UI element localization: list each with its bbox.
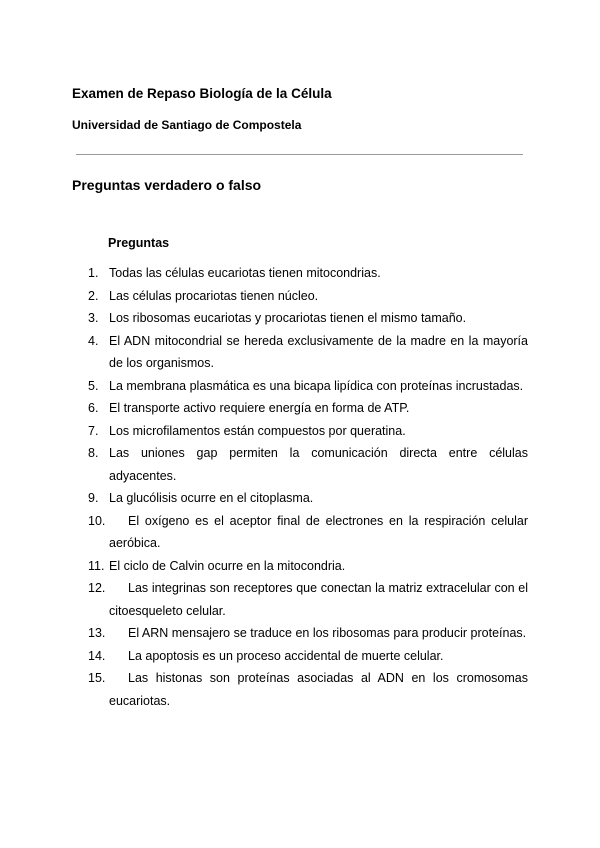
question-number: 15. <box>88 671 106 685</box>
question-item <box>0 330 600 375</box>
question-item <box>0 375 600 398</box>
questions-list <box>0 262 600 712</box>
question-item <box>0 622 600 645</box>
horizontal-divider <box>76 154 523 155</box>
question-text: Las histonas son proteínas asociadas al ADN en los cromosomas eucariotas. <box>109 671 528 708</box>
question-item <box>0 510 600 555</box>
question-text: Las integrinas son receptores que conectan la matriz extracelular con el citoesqueleto celular. <box>109 581 528 618</box>
question-item <box>0 307 600 330</box>
question-number: 12. <box>88 581 106 595</box>
question-number: 4. <box>88 333 99 348</box>
university-name: Universidad de Santiago de Compostela <box>72 118 302 132</box>
question-text: Los ribosomas eucariotas y procariotas tienen el mismo tamaño. <box>109 311 467 325</box>
question-item <box>0 397 600 420</box>
question-text: El ARN mensajero se traduce en los ribosomas para producir proteínas. <box>128 626 527 640</box>
question-number: 5. <box>88 378 99 393</box>
question-item <box>0 487 600 510</box>
question-text: Los microfilamentos están compuestos por queratina. <box>109 423 406 438</box>
question-item <box>0 667 600 712</box>
question-number: 8. <box>88 446 99 460</box>
question-text: La membrana plasmática es una bicapa lipídica con proteínas incrustadas. <box>109 378 524 393</box>
question-text: Todas las células eucariotas tienen mitocondrias. <box>109 266 381 280</box>
question-item <box>0 555 600 578</box>
section-title: Preguntas verdadero o falso <box>72 177 262 193</box>
question-text: Las células procariotas tienen núcleo. <box>109 288 319 303</box>
question-text: El ADN mitocondrial se hereda exclusivamente de la madre en la mayoría de los organismos. <box>109 333 528 370</box>
questions-heading: Preguntas <box>108 236 170 250</box>
question-number: 13. <box>88 626 106 640</box>
question-text: El transporte activo requiere energía en forma de ATP. <box>109 401 410 415</box>
question-number: 9. <box>88 491 99 505</box>
question-number: 2. <box>88 288 99 303</box>
question-number: 6. <box>88 401 99 415</box>
question-text: La apoptosis es un proceso accidental de muerte celular. <box>128 648 444 663</box>
question-number: 3. <box>88 311 99 325</box>
question-item <box>0 645 600 668</box>
question-text: El ciclo de Calvin ocurre en la mitocondria. <box>109 558 346 573</box>
document-title: Examen de Repaso Biología de la Célula <box>72 86 332 101</box>
question-number: 11. <box>88 558 105 573</box>
question-item <box>0 577 600 622</box>
question-number: 14. <box>88 648 106 663</box>
question-text: Las uniones gap permiten la comunicación directa entre células adyacentes. <box>109 446 528 483</box>
question-item <box>0 285 600 308</box>
question-item <box>0 442 600 487</box>
question-number: 7. <box>88 423 99 438</box>
question-text: El oxígeno es el aceptor final de electrones en la respiración celular aeróbica. <box>109 513 528 550</box>
question-text: La glucólisis ocurre en el citoplasma. <box>109 491 314 505</box>
question-number: 1. <box>88 266 99 280</box>
question-number: 10. <box>88 513 106 528</box>
question-item <box>0 420 600 443</box>
question-item <box>0 262 600 285</box>
